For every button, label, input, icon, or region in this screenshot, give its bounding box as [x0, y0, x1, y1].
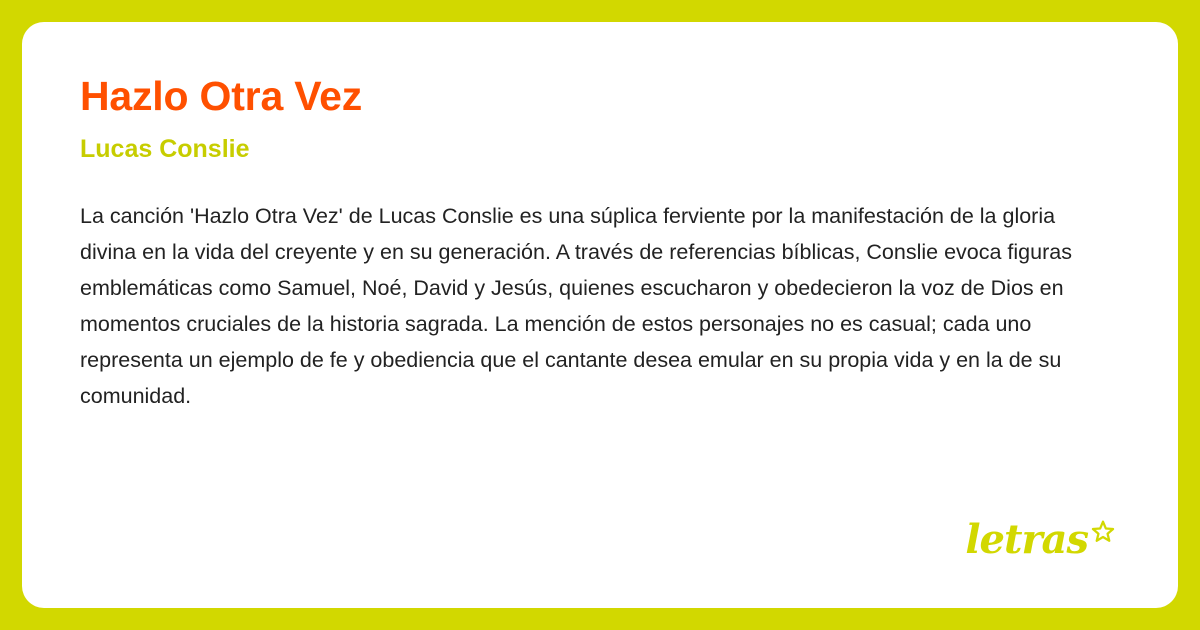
letras-logo[interactable] [965, 516, 1116, 563]
song-summary-text: La canción 'Hazlo Otra Vez' de Lucas Conslie es una súplica ferviente por la manifestación de la gloria divina en la vida del creyente y en su generación. A través de referencias bíblicas, Conslie evoca figuras emblemáticas como Samuel, Noé, David y Jesús, quienes escucharon y obedecieron la voz de Dios en momentos cruciales de la historia sagrada. La mención de estos personajes no es casual; cada uno representa un ejemplo de fe y obediencia que el cantante desea emular en su propia vida y en la de su comunidad. [80, 203, 1072, 409]
letras-logo-text: letras [965, 516, 1088, 563]
page-title: Hazlo Otra Vez [80, 73, 363, 119]
star-icon [1090, 520, 1116, 550]
artist-name: Lucas Conslie [80, 135, 250, 164]
song-summary-card [22, 22, 1178, 608]
